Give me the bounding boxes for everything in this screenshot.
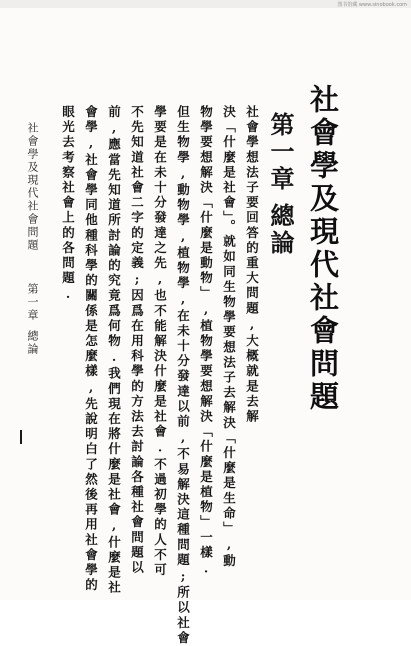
watermark: 图书馆藏 www.sinobook.com — [337, 2, 407, 8]
body-column-7: 前,應當先知道所討論的究竟爲何物.我們現在將什麼是社會,什麼是社 — [106, 105, 122, 596]
running-header-title: 社會學及現代社會問題 — [26, 122, 39, 252]
chapter-heading — [266, 112, 295, 257]
body-column-3: 物學要想解決「什麼是動物」,植物學要想解決「什麼是植物」一樣. — [198, 105, 214, 579]
page-number — [20, 430, 22, 444]
body-column-4: 但生物學,動物學,植物學,在未十分發達以前,不易解決這種問題;所以社會 — [175, 105, 191, 646]
book-title: 社會學及現代社會問題 — [306, 84, 340, 414]
body-column-6: 不先知道社會二字的定義;因爲在用科學的方法去討論各種社會問題以 — [129, 105, 145, 576]
body-column-1: 社會學想法子要回答的重大問題,大概就是去解 — [244, 105, 260, 425]
chapter-name: 總論 — [266, 203, 295, 257]
body-column-9: 眼光去考察社會上的各問題. — [60, 105, 76, 304]
body-column-2: 決「什麼是社會」。就如同生物學要想法子去解決「什麼是生命」,動 — [221, 105, 237, 570]
scan-header-strip — [0, 0, 411, 8]
body-column-5: 學要是在未十分發達之先,也不能解決什麼是社會.不過初學的人不可 — [152, 105, 168, 579]
running-header-section: 總論 — [26, 330, 39, 356]
body-column-8: 會學,社會學同他種科學的關係是怎麼樣,先說明白了然後再用社會學的 — [83, 105, 99, 594]
running-header-chapter: 第一章 — [26, 283, 39, 322]
chapter-number: 第一章 — [266, 112, 295, 193]
